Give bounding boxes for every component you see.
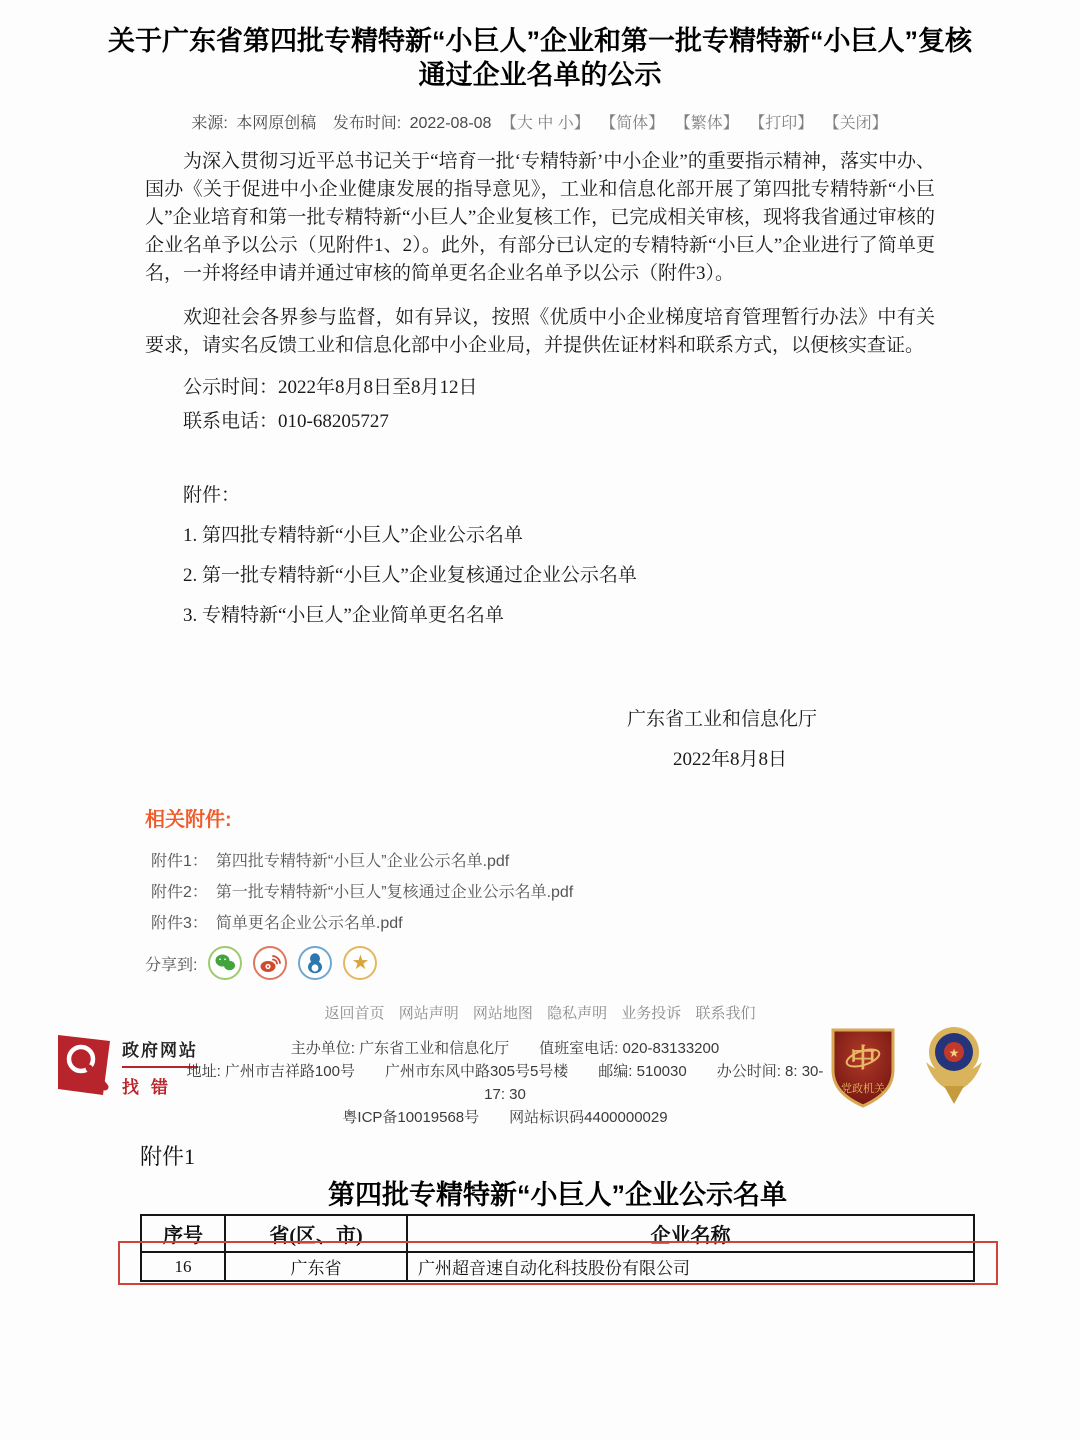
page-title: 关于广东省第四批专精特新“小巨人”企业和第一批专精特新“小巨人”复核通过企业名单的公示	[108, 26, 972, 90]
nav-complaint[interactable]: 业务投诉	[621, 1005, 682, 1022]
party-badge-label: 党政机关	[841, 1083, 885, 1095]
party-gov-badge[interactable]	[830, 1026, 896, 1113]
signature-date: 2022年8月8日	[672, 749, 787, 770]
header-index: 序号	[141, 1215, 225, 1252]
font-size-control[interactable]: 【大 中 小】	[500, 115, 590, 132]
share-label: 分享到:	[145, 956, 198, 974]
related-attachments-heading: 相关附件:	[145, 809, 232, 831]
weibo-icon	[258, 951, 282, 975]
header-company: 企业名称	[407, 1215, 974, 1252]
site-error-report-logo[interactable]	[58, 1033, 198, 1101]
nav-site-statement[interactable]: 网站声明	[398, 1005, 459, 1022]
qzone-share-icon[interactable]: ★	[343, 946, 377, 980]
related-file-row	[145, 852, 865, 871]
print-control[interactable]: 【打印】	[749, 115, 814, 132]
publish-time-label: 发布时间:	[332, 115, 402, 132]
wechat-share-icon[interactable]	[208, 946, 242, 980]
attachment-item-1: 1. 第四批专精特新“小巨人”企业公示名单	[183, 525, 523, 546]
related-file-row	[145, 883, 865, 902]
table-header-row	[141, 1215, 974, 1252]
cell-index: 16	[141, 1252, 225, 1281]
attachment-item-3: 3. 专精特新“小巨人”企业简单更名名单	[183, 605, 504, 626]
police-badge[interactable]	[922, 1024, 986, 1113]
qq-penguin-icon	[303, 951, 327, 975]
contact-phone: 联系电话：010-68205727	[183, 411, 389, 432]
attachment-item-2: 2. 第一批专精特新“小巨人”企业复核通过企业公示名单	[183, 565, 637, 586]
wechat-icon	[213, 951, 237, 975]
attachment-pdf-link-2[interactable]: 第一批专精特新“小巨人”复核通过企业公示名单.pdf	[215, 884, 574, 901]
qq-share-icon[interactable]	[298, 946, 332, 980]
nav-home[interactable]: 返回首页	[324, 1005, 385, 1022]
article-body	[145, 148, 935, 774]
nav-sitemap[interactable]: 网站地图	[472, 1005, 533, 1022]
file-label: 附件2：	[151, 884, 208, 901]
traditional-control[interactable]: 【繁体】	[674, 115, 739, 132]
nav-privacy[interactable]: 隐私声明	[547, 1005, 608, 1022]
cell-province: 广东省	[225, 1252, 407, 1281]
party-gov-badge-icon	[830, 1026, 896, 1108]
share-row	[145, 946, 865, 980]
close-control[interactable]: 【关闭】	[823, 115, 888, 132]
footer-info	[180, 1037, 830, 1129]
logo-line-2: 找错	[122, 1078, 180, 1097]
attachments-heading: 附件：	[183, 485, 241, 506]
magnifier-flag-icon	[58, 1033, 116, 1101]
svg-text:★: ★	[948, 1046, 960, 1060]
appendix-label: 附件1	[140, 1144, 196, 1169]
footer-nav	[0, 1002, 1080, 1023]
article-meta	[0, 110, 1080, 133]
related-file-row	[145, 914, 865, 933]
footer-host-line: 主办单位: 广东省工业和信息化厅 值班室电话: 020-83133200	[290, 1040, 720, 1057]
table-row	[141, 1252, 974, 1281]
logo-line-1: 政府网站	[122, 1036, 198, 1068]
footer-address-line: 地址: 广州市吉祥路100号 广州市东风中路305号5号楼 邮编: 510030 办公时间: 8: 30-17: 30	[186, 1063, 824, 1103]
publish-time-value: 2022-08-08	[409, 115, 492, 132]
file-label: 附件1：	[151, 853, 208, 870]
signature-org: 广东省工业和信息化厅	[626, 709, 817, 730]
police-badge-icon	[922, 1024, 986, 1108]
source-value: 本网原创稿	[236, 115, 317, 132]
paragraph-2: 欢迎社会各界参与监督，如有异议，按照《优质中小企业梯度培育管理暂行办法》中有关要求，请实名反馈工业和信息化部中小企业局，并提供佐证材料和联系方式，以便核实查证。	[145, 307, 935, 356]
file-label: 附件3：	[151, 915, 208, 932]
companies-table	[140, 1214, 975, 1282]
paragraph-1: 为深入贯彻习近平总书记关于“培育一批‘专精特新’中小企业”的重要指示精神，落实中办、国办《关于促进中小企业健康发展的指导意见》，工业和信息化部开展了第四批专精特新“小巨人”企业培育和第一批专精特新“小巨人”企业复核工作，已完成相关审核，现将我省通过审核的企业名单予以公示（见附件1、2）。此外，有部分已认定的专精特新“小巨人”企业进行了简单更名，一并将经申请并通过审核的简单更名企业名单予以公示（附件3）。	[145, 151, 935, 284]
footer-icp-line: 粤ICP备10019568号 网站标识码4400000029	[342, 1109, 668, 1126]
source-label: 来源:	[191, 115, 228, 132]
svg-text:中: 中	[849, 1044, 877, 1073]
attachment-pdf-link-3[interactable]: 简单更名企业公示名单.pdf	[215, 915, 403, 932]
related-attachments-section	[145, 803, 865, 980]
weibo-share-icon[interactable]	[253, 946, 287, 980]
cell-company: 广州超音速自动化科技股份有限公司	[407, 1252, 974, 1281]
header-province: 省(区、市)	[225, 1215, 407, 1252]
appendix-table-title: 第四批专精特新“小巨人”企业公示名单	[328, 1180, 787, 1210]
notice-period: 公示时间：2022年8月8日至8月12日	[183, 377, 478, 398]
nav-contact[interactable]: 联系我们	[695, 1005, 756, 1022]
simplified-control[interactable]: 【简体】	[600, 115, 665, 132]
attachment-pdf-link-1[interactable]: 第四批专精特新“小巨人”企业公示名单.pdf	[215, 853, 510, 870]
